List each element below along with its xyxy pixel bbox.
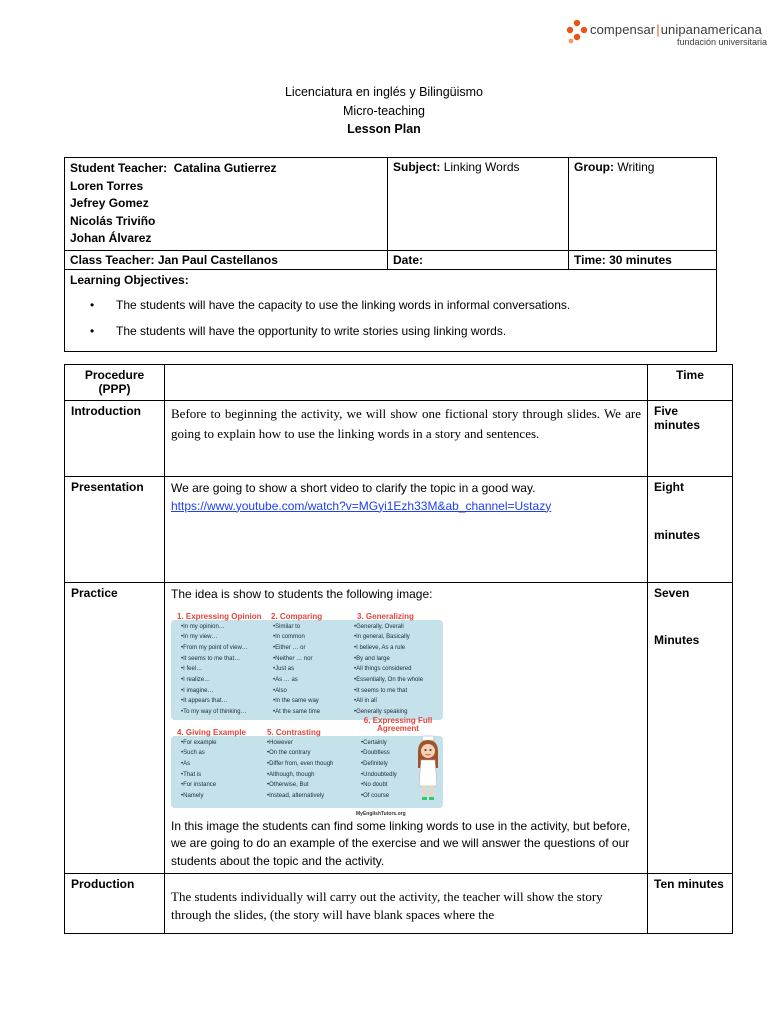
subject-cell [388,158,569,251]
presentation-time [648,477,733,583]
list-item: • Namely [181,791,216,802]
practice-intro: The idea is show to students the following image: [171,587,433,601]
list-item: • In my opinion… [181,622,248,633]
presentation-cell [165,477,648,583]
list-item: • Certainly [361,738,397,749]
logo-subtitle: fundación universitaria [677,37,768,47]
procedure-header: Procedure (PPP) [65,365,165,401]
subject-value: Linking Words [443,160,520,174]
list-item: • For example [181,738,216,749]
production-label: Production [65,874,165,934]
list-item: • I believe, As a rule [354,643,423,654]
practice-time-a: Seven [654,586,690,600]
list-item: • Generally speaking [354,707,423,718]
student-teacher-label: Student Teacher: [70,161,168,175]
introduction-label: Introduction [65,401,165,477]
heading-full-agreement: 6. Expressing Full Agreement [363,715,433,733]
nurse-girl-illustration-icon [415,734,441,804]
list-item: • All things considered [354,664,423,675]
list-item: • As … as [273,675,320,686]
compensar-unipanamericana-logo: compensar|unipanamericana fundación universitaria [566,17,756,47]
logo-brand-left: compensar [590,22,656,37]
list-item: • In my view… [181,632,248,643]
presentation-text: We are going to show a short video to clarify the topic in a good way. [171,481,536,495]
presentation-label: Presentation [65,477,165,583]
opinion-list [181,622,248,718]
list-item: • However [267,738,333,749]
student-teacher-name: Johan Álvarez [70,231,152,245]
group-label: Group: [574,160,614,174]
list-item: • For instance [181,780,216,791]
production-time: Ten minutes [648,874,733,934]
generalizing-list [354,622,423,718]
list-item: • Also [273,686,320,697]
list-item: • Similar to [273,622,320,633]
list-item: • No doubt [361,780,397,791]
list-item: • Either … or [273,643,320,654]
heading-contrasting: 5. Contrasting [267,727,321,737]
objective-item: • The students will have the opportunity to write stories using linking words. [70,323,711,339]
course-title: Micro-teaching [343,104,425,118]
procedure-header-blank [165,365,648,401]
list-item: • I realize… [181,675,248,686]
list-item: • That is [181,770,216,781]
list-item: • By and large [354,654,423,665]
logo-brand-right: unipanamericana [660,22,762,37]
list-item: • As [181,759,216,770]
practice-label: Practice [65,583,165,874]
list-item: • Such as [181,748,216,759]
heading-giving-example: 4. Giving Example [177,727,246,737]
student-teacher-cell [65,158,388,251]
learning-objectives [65,269,717,351]
presentation-time-a: Eight [654,480,684,494]
list-item: • In common [273,632,320,643]
list-item: • In general, Basically [354,632,423,643]
contrasting-list [267,738,333,802]
subject-label: Subject: [393,160,441,174]
linking-words-infographic [171,606,443,817]
list-item: • I feel… [181,664,248,675]
presentation-time-b: minutes [654,528,701,542]
list-item: • Generally, Overall [354,622,423,633]
objective-item: • The students will have the capacity to use the linking words in informal conversations. [70,297,711,313]
heading-generalizing: 3. Generalizing [357,611,414,621]
example-list [181,738,216,802]
list-item: • Neither … nor [273,654,320,665]
lesson-info-table [64,157,717,352]
student-teacher-name: Nicolás Triviño [70,213,156,228]
video-link[interactable]: https://www.youtube.com/watch?v=MGyi1Ezh33M&ab_channel=Ustazy [171,498,552,513]
introduction-time: Five minutes [648,401,733,477]
list-item: • Differ from, even though [267,759,333,770]
group-value: Writing [617,160,655,174]
time-cell: Time: 30 minutes [569,250,717,269]
list-item: • I imagine… [181,686,248,697]
heading-comparing: 2. Comparing [271,611,323,621]
document-title: Lesson Plan [347,122,421,136]
practice-text: In this image the students can find some linking words to use in the activity, but before, we are going to do an example of the exercise and we will answer the questions of our students about the topic and the activity. [171,818,631,868]
list-item: • Doubtless [361,748,397,759]
practice-time [648,583,733,874]
list-item: • In the same way [273,696,320,707]
list-item: • From my point of view… [181,643,248,654]
list-item: • All in all [354,696,423,707]
production-text: The students individually will carry out the activity, the teacher will show the story through the slides, (the story will have blank spaces where the [165,874,648,934]
list-item: • Of course [361,791,397,802]
student-teacher-name: Loren Torres [70,178,144,193]
comparing-list [273,622,320,718]
list-item: • It seems to me that… [181,654,248,665]
program-title: Licenciatura en inglés y Bilingüismo [284,85,484,99]
introduction-text: Before to beginning the activity, we will show one fictional story through slides. We are going to explain how to use the linking words in a story and sentences. [165,401,648,477]
group-cell [569,158,717,251]
practice-cell [165,583,648,874]
list-item: • On the contrary [267,748,333,759]
student-teacher-name: Jefrey Gomez [70,196,149,210]
list-item: • Just as [273,664,320,675]
list-item: • Undoubtedly [361,770,397,781]
heading-expressing-opinion: 1. Expressing Opinion [177,611,262,621]
time-header: Time [648,365,733,401]
list-item: • Instead, alternatively [267,791,333,802]
list-item: • It appears that… [181,696,248,707]
objectives-title: Learning Objectives: [70,272,189,287]
list-item: • Although, though [267,770,333,781]
logo-mark-icon [566,19,588,45]
watermark: MyEnglishTutors.org [356,810,406,817]
list-item: • Definitely [361,759,397,770]
practice-time-b: Minutes [654,633,700,647]
list-item: • At the same time [273,707,320,718]
student-teacher-name: Catalina Gutierrez [173,161,277,175]
list-item: • To my way of thinking… [181,707,248,718]
agreement-list [361,738,397,802]
list-item: • Essentially, On the whole [354,675,423,686]
procedure-table [64,364,733,934]
class-teacher: Class Teacher: Jan Paul Castellanos [65,250,388,269]
list-item: • Otherwise, But [267,780,333,791]
list-item: • It seems to me that [354,686,423,697]
date-cell: Date: [388,250,569,269]
